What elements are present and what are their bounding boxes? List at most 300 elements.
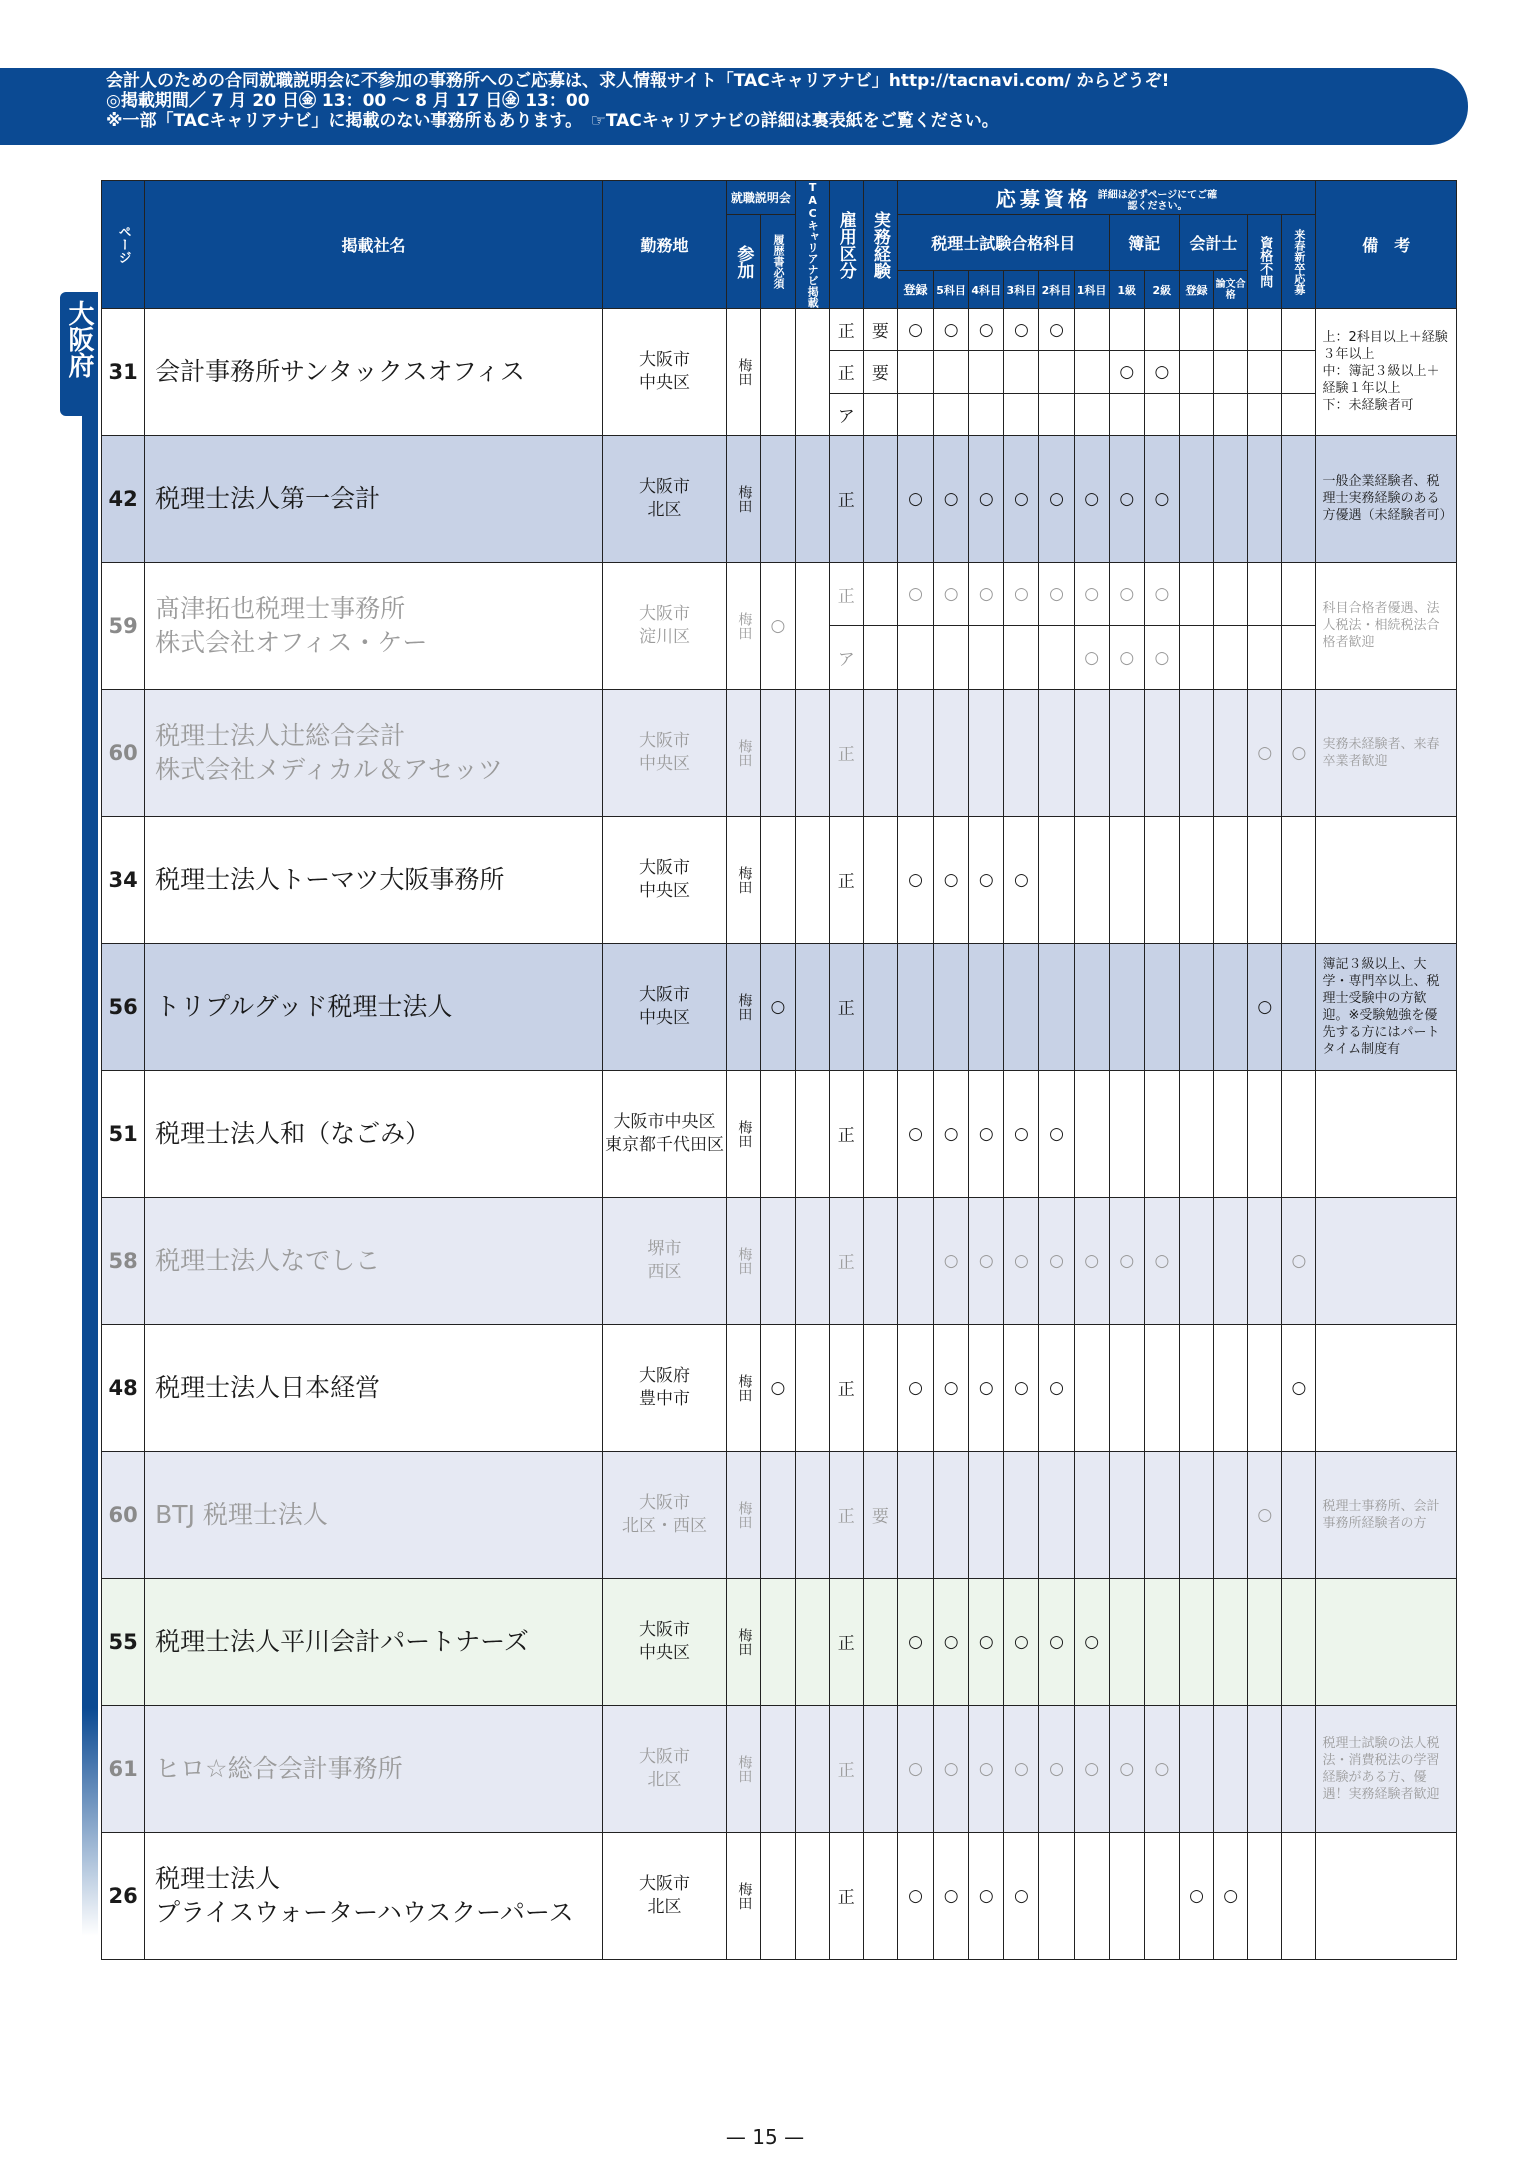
venue-label: 梅田 [736,1881,753,1910]
qualification-mark [1039,816,1074,943]
experience-required [863,816,897,943]
qualification-mark [1282,393,1316,435]
qualification-mark: ○ [1109,1705,1144,1832]
qualification-mark: ○ [897,1070,933,1197]
qualification-mark: ○ [934,309,969,351]
qualification-mark [934,393,969,435]
qualification-mark: ○ [1109,435,1144,562]
qualification-mark: ○ [1039,1324,1074,1451]
region-tab [60,292,98,416]
qualification-mark [1248,435,1282,562]
qualification-mark: ○ [1004,1705,1039,1832]
qualification-mark [1248,816,1282,943]
qualification-mark [1248,309,1282,351]
qualification-mark: ○ [1282,1324,1316,1451]
employment-type: 正 [829,943,863,1070]
location-line: 大阪市 [639,1873,691,1894]
qualification-mark [1214,393,1248,435]
tac-navi-listed [795,689,829,816]
qualification-mark: ○ [1144,626,1179,690]
qualification-mark: ○ [934,1324,969,1451]
qualification-mark [1109,1832,1144,1959]
venue-label: 梅田 [736,1373,753,1402]
qualification-mark [1179,1705,1213,1832]
company-name [145,689,603,816]
table-row [102,562,1457,626]
qualification-mark [1179,1324,1213,1451]
location-line: 中央区 [639,753,691,774]
remarks: 実務未経験者、来春卒業者歓迎 [1316,689,1457,816]
qualification-mark [1004,626,1039,690]
qualification-mark: ○ [897,1705,933,1832]
info-banner [0,68,1468,145]
employment-type: 正 [829,1197,863,1324]
qualification-mark: ○ [1144,1197,1179,1324]
qualification-mark [1214,351,1248,393]
qualification-mark: ○ [1004,309,1039,351]
qualification-mark [1074,393,1109,435]
qualification-mark: ○ [969,1324,1004,1451]
company-name [145,435,603,562]
remarks: 上：2科目以上＋経験３年以上 中：簿記３級以上＋経験１年以上 下：未経験者可 [1316,309,1457,436]
work-location [602,1705,726,1832]
company-name-line: 税理士法人 [155,1863,281,1893]
briefing-venue [727,1832,761,1959]
qualification-mark [1282,943,1316,1070]
qualification-mark [934,626,969,690]
qualification-mark: ○ [1179,1832,1213,1959]
work-location [602,309,726,436]
tac-navi-listed [795,943,829,1070]
header-attend: 参加 [727,215,761,309]
qualification-mark [969,351,1004,393]
qualification-mark [1004,1451,1039,1578]
qualification-mark [934,1451,969,1578]
qualification-mark [1282,1578,1316,1705]
qualification-mark [969,943,1004,1070]
qualification-mark [1109,1324,1144,1451]
qualification-mark [1144,689,1179,816]
qualification-mark: ○ [1074,1578,1109,1705]
header-cpa-thesis: 論文合格 [1214,271,1248,309]
venue-label: 梅田 [736,484,753,513]
qualification-mark [969,1451,1004,1578]
location-line: 中央区 [639,1642,691,1663]
briefing-venue [727,1578,761,1705]
briefing-venue [727,1324,761,1451]
qualification-mark [1214,1197,1248,1324]
employment-type: 正 [829,1324,863,1451]
qualification-mark: ○ [1004,435,1039,562]
header-no-qual: 資格不問 [1248,215,1282,309]
experience-required: 要 [863,309,897,351]
resume-required [761,1578,795,1705]
qualification-mark [1248,1832,1282,1959]
qualification-mark [1074,816,1109,943]
qualification-mark: ○ [897,309,933,351]
company-name-line: 税理士法人第一会計 [155,483,381,513]
briefing-venue [727,1070,761,1197]
header-sub-registered: 登録 [897,271,933,309]
employment-type: 正 [829,1705,863,1832]
location-line: 中央区 [639,880,691,901]
qualification-mark [1214,689,1248,816]
qualification-mark [1179,943,1213,1070]
qualification-mark: ○ [1039,562,1074,626]
header-bookkeeping: 簿記 [1109,215,1179,271]
qualification-mark [1004,943,1039,1070]
qualification-mark: ○ [969,1070,1004,1197]
qualification-mark [1039,1832,1074,1959]
experience-required [863,1832,897,1959]
table-row [102,309,1457,351]
tac-navi-listed [795,1451,829,1578]
qualification-mark: ○ [934,1070,969,1197]
qualification-mark [1144,393,1179,435]
resume-required [761,689,795,816]
briefing-venue [727,1705,761,1832]
employment-type: 正 [829,309,863,351]
venue-label: 梅田 [736,357,753,386]
qualification-mark [897,393,933,435]
qualification-mark [1074,1451,1109,1578]
page-number: — 15 — [725,2125,805,2149]
briefing-venue [727,1451,761,1578]
qualification-mark [1109,689,1144,816]
experience-required [863,943,897,1070]
qualification-mark [1248,1324,1282,1451]
qualification-mark: ○ [1074,1197,1109,1324]
location-line: 淀川区 [639,626,691,647]
qualification-mark [1144,309,1179,351]
company-name [145,1578,603,1705]
qualification-mark: ○ [1074,435,1109,562]
location-line: 北区 [647,1769,682,1790]
remarks [1316,1578,1457,1705]
region-tab-label: 大阪府 [64,300,94,378]
qualification-mark [1074,1832,1109,1959]
tac-navi-listed [795,309,829,436]
qualification-mark [1282,435,1316,562]
remarks [1316,1197,1457,1324]
header-location: 勤務地 [602,181,726,309]
qualification-mark: ○ [1004,1324,1039,1451]
header-bk-1: 1級 [1109,271,1144,309]
qualification-mark [1179,435,1213,562]
company-name-line: 税理士法人和（なごみ） [155,1118,431,1148]
table-row [102,1451,1457,1578]
qualification-mark: ○ [934,435,969,562]
qualification-mark: ○ [1214,1832,1248,1959]
location-line: 大阪府 [639,1365,691,1386]
qualification-mark [1109,1451,1144,1578]
qualification-mark: ○ [969,1197,1004,1324]
location-line: 堺市 [647,1238,682,1259]
remarks [1316,1070,1457,1197]
qualification-mark: ○ [1282,689,1316,816]
header-cpa: 会計士 [1179,215,1247,271]
qualification-mark [897,351,933,393]
qualification-mark [1248,393,1282,435]
qualification-mark [1282,1451,1316,1578]
qualification-mark [1039,393,1074,435]
work-location [602,1578,726,1705]
qualification-mark [1109,1070,1144,1197]
tac-navi-listed [795,1832,829,1959]
location-line: 大阪市 [639,730,691,751]
page-ref: 60 [102,689,145,816]
company-name-line: トリプルグッド税理士法人 [155,991,453,1021]
remarks [1316,816,1457,943]
qualification-mark [1282,816,1316,943]
resume-required: ○ [761,943,795,1070]
page-ref: 42 [102,435,145,562]
employment-type: 正 [829,435,863,562]
venue-label: 梅田 [736,611,753,640]
briefing-venue [727,562,761,689]
qualification-mark [1074,1324,1109,1451]
resume-required [761,1451,795,1578]
remarks: 一般企業経験者、税理士実務経験のある方優遇（未経験者可） [1316,435,1457,562]
qualification-mark [1214,1578,1248,1705]
resume-required: ○ [761,1324,795,1451]
qualification-mark [1004,393,1039,435]
qualification-mark [1109,1578,1144,1705]
qualification-mark [1214,1451,1248,1578]
header-employment: 雇用区分 [829,181,863,309]
resume-required [761,816,795,943]
qualification-mark: ○ [1039,1578,1074,1705]
qualification-mark [1074,943,1109,1070]
company-name [145,562,603,689]
header-company: 掲載社名 [145,181,603,309]
resume-required [761,1705,795,1832]
company-name-line: 株式会社オフィス・ケー [155,627,428,657]
table-row [102,1324,1457,1451]
qualification-mark [1074,309,1109,351]
qualification-mark: ○ [1109,1197,1144,1324]
resume-required [761,1070,795,1197]
location-line: 大阪市 [639,476,691,497]
qualification-mark [1248,1578,1282,1705]
experience-required [863,1197,897,1324]
venue-label: 梅田 [736,992,753,1021]
company-name-line: 髙津拓也税理士事務所 [155,593,406,623]
qualification-mark [1214,943,1248,1070]
header-sub-4: 4科目 [969,271,1004,309]
qualification-mark: ○ [1004,1197,1039,1324]
experience-required [863,1578,897,1705]
qualification-mark [1004,689,1039,816]
qualification-mark [1248,626,1282,690]
table-row [102,816,1457,943]
qualification-mark: ○ [1004,816,1039,943]
company-name [145,816,603,943]
qualification-mark: ○ [1144,351,1179,393]
experience-required: 要 [863,1451,897,1578]
qualification-mark: ○ [897,562,933,626]
location-line: 大阪市 [639,603,691,624]
location-line: 大阪市 [639,984,691,1005]
company-name [145,1451,603,1578]
employment-type: 正 [829,816,863,943]
qualification-mark [1179,626,1213,690]
company-name-line: 株式会社メディカル＆アセッツ [155,754,503,784]
qualification-mark: ○ [1248,943,1282,1070]
header-remarks: 備 考 [1316,181,1457,309]
resume-required [761,309,795,436]
tac-navi-listed [795,1705,829,1832]
qualification-mark [969,689,1004,816]
qualification-mark: ○ [897,1324,933,1451]
qualification-mark [1179,309,1213,351]
qualification-mark [1144,1832,1179,1959]
page-ref: 34 [102,816,145,943]
qualification-mark [897,689,933,816]
qualification-mark: ○ [934,1705,969,1832]
qualification-mark: ○ [1248,689,1282,816]
qualification-mark [1144,1070,1179,1197]
qualification-mark: ○ [1074,562,1109,626]
qualification-mark: ○ [897,816,933,943]
qualification-mark: ○ [934,1197,969,1324]
location-line: 中央区 [639,1007,691,1028]
qualification-mark: ○ [1074,1705,1109,1832]
qualification-mark [1074,1070,1109,1197]
tac-navi-listed [795,1324,829,1451]
location-line: 大阪市 [639,1746,691,1767]
qualification-mark [1179,562,1213,626]
qualification-mark: ○ [1248,1451,1282,1578]
qualification-mark: ○ [969,816,1004,943]
qualification-mark [1214,562,1248,626]
company-name-line: ヒロ☆総合会計事務所 [155,1753,403,1783]
banner-line-1: 会計人のための合同就職説明会に不参加の事務所へのご応募は、求人情報サイト「TACキャリアナビ」http://tacnavi.com/ からどうぞ! [106,71,1170,91]
qualification-mark [1039,626,1074,690]
experience-required [863,1705,897,1832]
resume-required [761,435,795,562]
briefing-venue [727,1197,761,1324]
resume-required [761,1197,795,1324]
qualification-mark [1179,1578,1213,1705]
qualification-mark [1109,393,1144,435]
qualification-mark: ○ [969,562,1004,626]
company-name-line: BTJ 税理士法人 [155,1499,328,1529]
qualification-mark [1109,943,1144,1070]
location-line: 大阪市 [639,857,691,878]
qualification-mark [1282,562,1316,626]
qualification-mark [1214,816,1248,943]
venue-label: 梅田 [736,738,753,767]
remarks: 科目合格者優遇、法人税法・相続税法合格者歓迎 [1316,562,1457,689]
table-row [102,1832,1457,1959]
qualification-mark [1214,435,1248,562]
venue-label: 梅田 [736,865,753,894]
qualification-mark: ○ [934,562,969,626]
company-name [145,1070,603,1197]
qualification-mark: ○ [934,816,969,943]
qualification-mark [1282,1070,1316,1197]
qualification-mark: ○ [1144,435,1179,562]
qualification-mark: ○ [1282,1197,1316,1324]
qualification-mark [1248,351,1282,393]
location-line: 大阪市 [639,1492,691,1513]
remarks: 税理士事務所、会計事務所経験者の方 [1316,1451,1457,1578]
location-line: 東京都千代田区 [605,1134,725,1155]
experience-required [863,1324,897,1451]
job-listing-table [101,180,1457,1960]
qualification-mark [1282,351,1316,393]
briefing-venue [727,689,761,816]
banner-line-3: ※一部「TACキャリアナビ」に掲載のない事務所もあります。 ☞TACキャリアナビの詳細は裏表紙をご覧ください。 [106,111,999,131]
qualification-mark [1282,1705,1316,1832]
experience-required [863,1070,897,1197]
qualification-mark [897,1451,933,1578]
qualification-mark [1248,1197,1282,1324]
company-name [145,943,603,1070]
qualification-mark: ○ [934,1578,969,1705]
qualification-mark: ○ [1004,1832,1039,1959]
qualification-mark [1144,1578,1179,1705]
company-name-line: プライスウォーターハウスクーパース [155,1897,574,1927]
employment-type: ア [829,393,863,435]
work-location [602,1832,726,1959]
tac-navi-listed [795,1070,829,1197]
tac-navi-listed [795,816,829,943]
experience-required [863,435,897,562]
qualification-mark: ○ [1144,1705,1179,1832]
qualification-mark [897,1197,933,1324]
qualification-mark: ○ [1004,1578,1039,1705]
work-location [602,562,726,689]
region-bar [82,416,98,1936]
qualification-mark: ○ [969,309,1004,351]
qualification-mark: ○ [1039,1705,1074,1832]
location-line: 北区・西区 [622,1515,708,1536]
company-name-line: 税理士法人トーマツ大阪事務所 [155,864,505,894]
qualification-mark [1039,1451,1074,1578]
qualification-mark: ○ [969,435,1004,562]
header-experience: 実務経験 [863,181,897,309]
employment-type: 正 [829,1070,863,1197]
header-tax-exam: 税理士試験合格科目 [897,215,1109,271]
work-location [602,943,726,1070]
page-ref: 26 [102,1832,145,1959]
qualification-mark: ○ [1039,309,1074,351]
page-ref: 56 [102,943,145,1070]
briefing-venue [727,309,761,436]
table-row [102,1197,1457,1324]
table-row [102,943,1457,1070]
location-line: 北区 [647,499,682,520]
location-line: 西区 [647,1261,682,1282]
work-location [602,1324,726,1451]
employment-type: 正 [829,1832,863,1959]
qualification-mark: ○ [1109,351,1144,393]
location-line: 北区 [647,1896,682,1917]
venue-label: 梅田 [736,1500,753,1529]
table-row [102,689,1457,816]
header-page: ページ [102,181,145,309]
qualification-mark: ○ [1144,562,1179,626]
remarks: 簿記３級以上、大学・専門卒以上、税理士受験中の方歓迎。※受験勉強を優先する方にはパートタイム制度有 [1316,943,1457,1070]
company-name-line: 税理士法人なでしこ [155,1245,381,1275]
location-line: 中央区 [639,372,691,393]
table-row [102,435,1457,562]
qualification-mark [897,943,933,1070]
header-sub-1: 1科目 [1074,271,1109,309]
qualification-mark [1004,351,1039,393]
